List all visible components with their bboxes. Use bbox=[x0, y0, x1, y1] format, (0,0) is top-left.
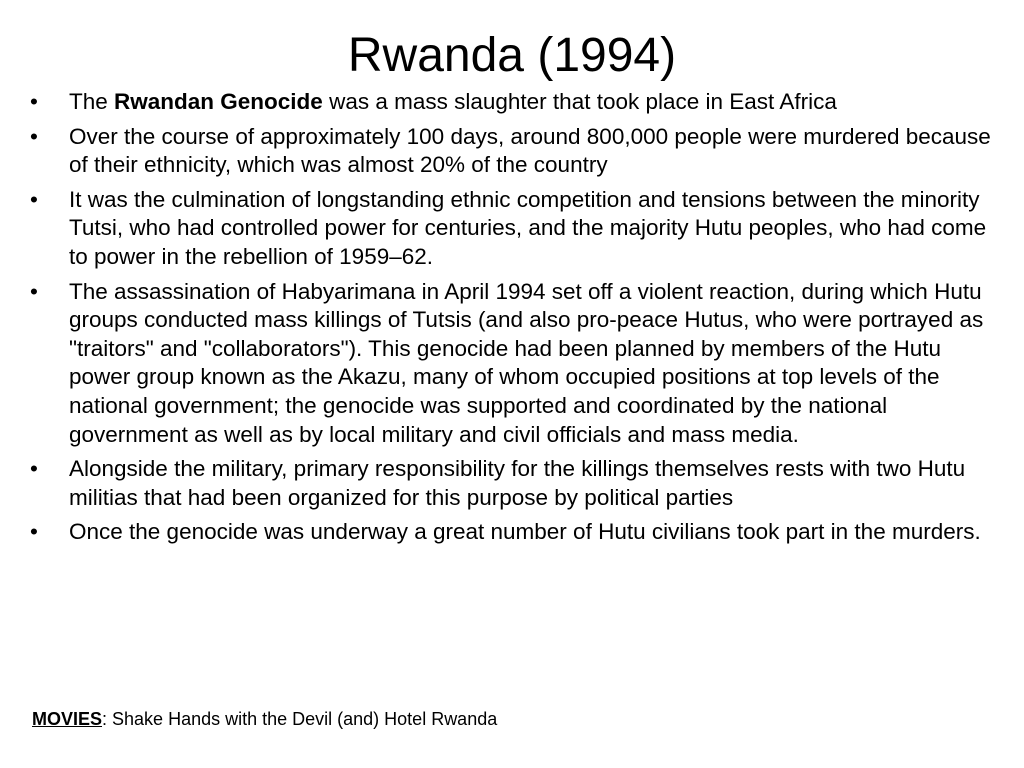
bullet-dot: • bbox=[30, 278, 38, 304]
slide-title: Rwanda (1994) bbox=[347, 29, 677, 82]
bullet-item bbox=[30, 123, 1000, 180]
bullet-item bbox=[30, 88, 1000, 117]
bullet-dot: • bbox=[30, 519, 38, 545]
bullet-text: Once the genocide was underway a great number of Hutu civilians took part in the murders. bbox=[69, 519, 981, 545]
bullet-list bbox=[30, 88, 1000, 553]
bullet-text: Over the course of approximately 100 days, around 800,000 people were murdered because of their ethnicity, which was almost 20% of the country bbox=[69, 123, 991, 178]
bullet-dot: • bbox=[30, 456, 38, 482]
movies-label: MOVIES bbox=[32, 709, 103, 729]
bullet-item bbox=[30, 518, 1000, 547]
movies-text: Shake Hands with the Devil (and) Hotel Rwanda bbox=[112, 709, 498, 729]
bullet-text-bold: Rwandan Genocide bbox=[114, 89, 323, 114]
bullet-dot: • bbox=[30, 123, 38, 149]
bullet-text: The assassination of Habyarimana in April 1994 set off a violent reaction, during which Hutu groups conducted mass killings of Tutsis (and also pro-peace Hutus, who were portrayed as "traitors" and "collaborators"). This genocide had been planned by members of the Hutu power group known as the Akazu, many of whom occupied positions at top levels of the national government; the genocide was supported and coordinated by the national government as well as by local military and civil officials and mass media. bbox=[69, 278, 984, 447]
bullet-item bbox=[30, 278, 1000, 450]
bullet-dot: • bbox=[30, 89, 38, 114]
bullet-item bbox=[30, 455, 1000, 512]
bullet-item bbox=[30, 186, 1000, 272]
movies-separator: : bbox=[102, 709, 113, 729]
bullet-text-prefix: The bbox=[69, 89, 115, 114]
bullet-text: It was the culmination of longstanding ethnic competition and tensions between the minority Tutsi, who had controlled power for centuries, and the majority Hutu peoples, who had come to power in the rebellion of 1959–62. bbox=[69, 186, 987, 269]
bullet-text: Alongside the military, primary responsibility for the killings themselves rests with two Hutu militias that had been organized for this purpose by political parties bbox=[69, 456, 966, 510]
movies-footer bbox=[32, 706, 497, 732]
bullet-dot: • bbox=[30, 186, 38, 212]
bullet-text-suffix: was a mass slaughter that took place in East Africa bbox=[322, 89, 837, 114]
